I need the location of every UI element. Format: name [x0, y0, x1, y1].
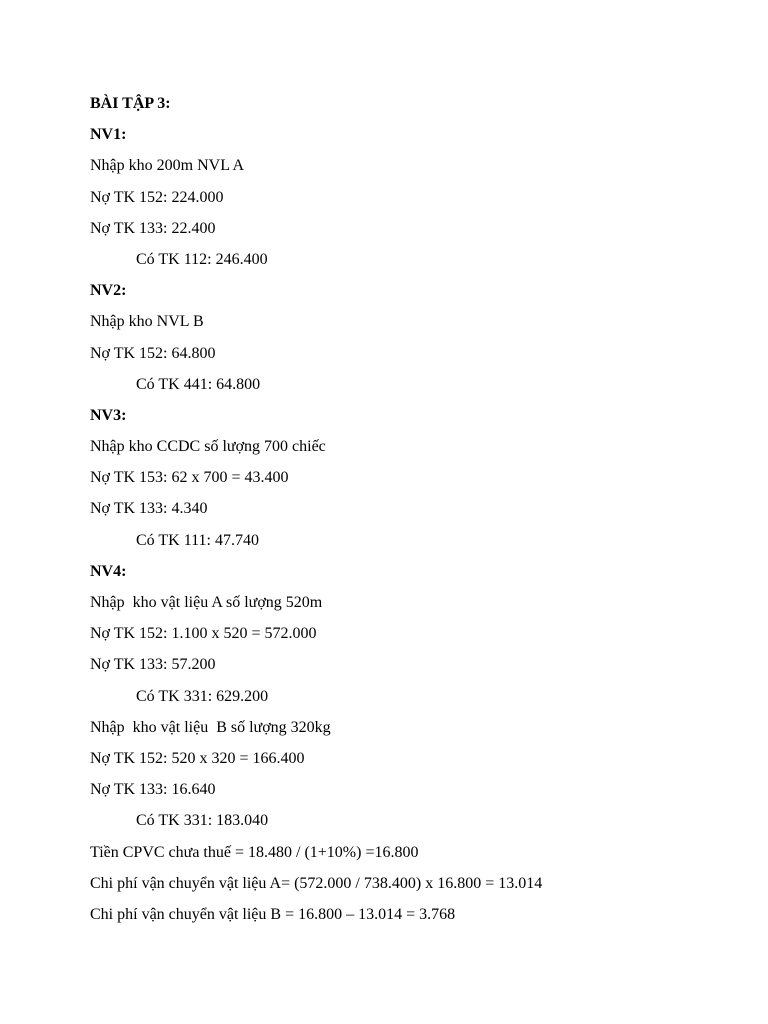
credit-entry: Có TK 331: 629.200 [136, 687, 269, 705]
document-body [90, 88, 730, 930]
text-line: Nhập kho vật liệu A số lượng 520m [90, 594, 323, 611]
exercise-title: BÀI TẬP 3: [90, 95, 171, 112]
debit-entry: Nợ TK 133: 57.200 [90, 656, 216, 674]
section-heading-nv1: NV1: [90, 126, 127, 144]
text-line: Nhập kho vật liệu B số lượng 320kg [90, 718, 331, 736]
debit-entry: Nợ TK 152: 64.800 [90, 344, 216, 362]
debit-entry: Nợ TK 133: 22.400 [90, 219, 216, 237]
debit-entry: Nợ TK 152: 520 x 320 = 166.400 [90, 749, 305, 767]
section-heading-nv3: NV3: [90, 406, 127, 424]
text-line: Nhập kho CCDC số lượng 700 chiếc [90, 438, 326, 456]
section-heading-nv2: NV2: [90, 282, 127, 300]
calculation-line: Tiền CPVC chưa thuế = 18.480 / (1+10%) =16.800 [90, 843, 419, 861]
debit-entry: Nợ TK 133: 4.340 [90, 500, 208, 518]
credit-entry: Có TK 111: 47.740 [136, 531, 259, 549]
section-heading-nv4: NV4: [90, 562, 127, 580]
debit-entry: Nợ TK 133: 16.640 [90, 781, 216, 799]
calculation-line: Chi phí vận chuyển vật liệu B = 16.800 – 13.014 = 3.768 [90, 905, 456, 923]
text-line: Nhập kho NVL B [90, 313, 204, 331]
text-line: Nhập kho 200m NVL A [90, 157, 245, 175]
debit-entry: Nợ TK 152: 1.100 x 520 = 572.000 [90, 625, 317, 643]
credit-entry: Có TK 112: 246.400 [136, 250, 268, 268]
credit-entry: Có TK 331: 183.040 [136, 812, 269, 830]
debit-entry: Nợ TK 153: 62 x 700 = 43.400 [90, 469, 289, 487]
credit-entry: Có TK 441: 64.800 [136, 375, 261, 393]
debit-entry: Nợ TK 152: 224.000 [90, 188, 224, 206]
calculation-line: Chi phí vận chuyển vật liệu A= (572.000 / 738.400) x 16.800 = 13.014 [90, 874, 543, 892]
